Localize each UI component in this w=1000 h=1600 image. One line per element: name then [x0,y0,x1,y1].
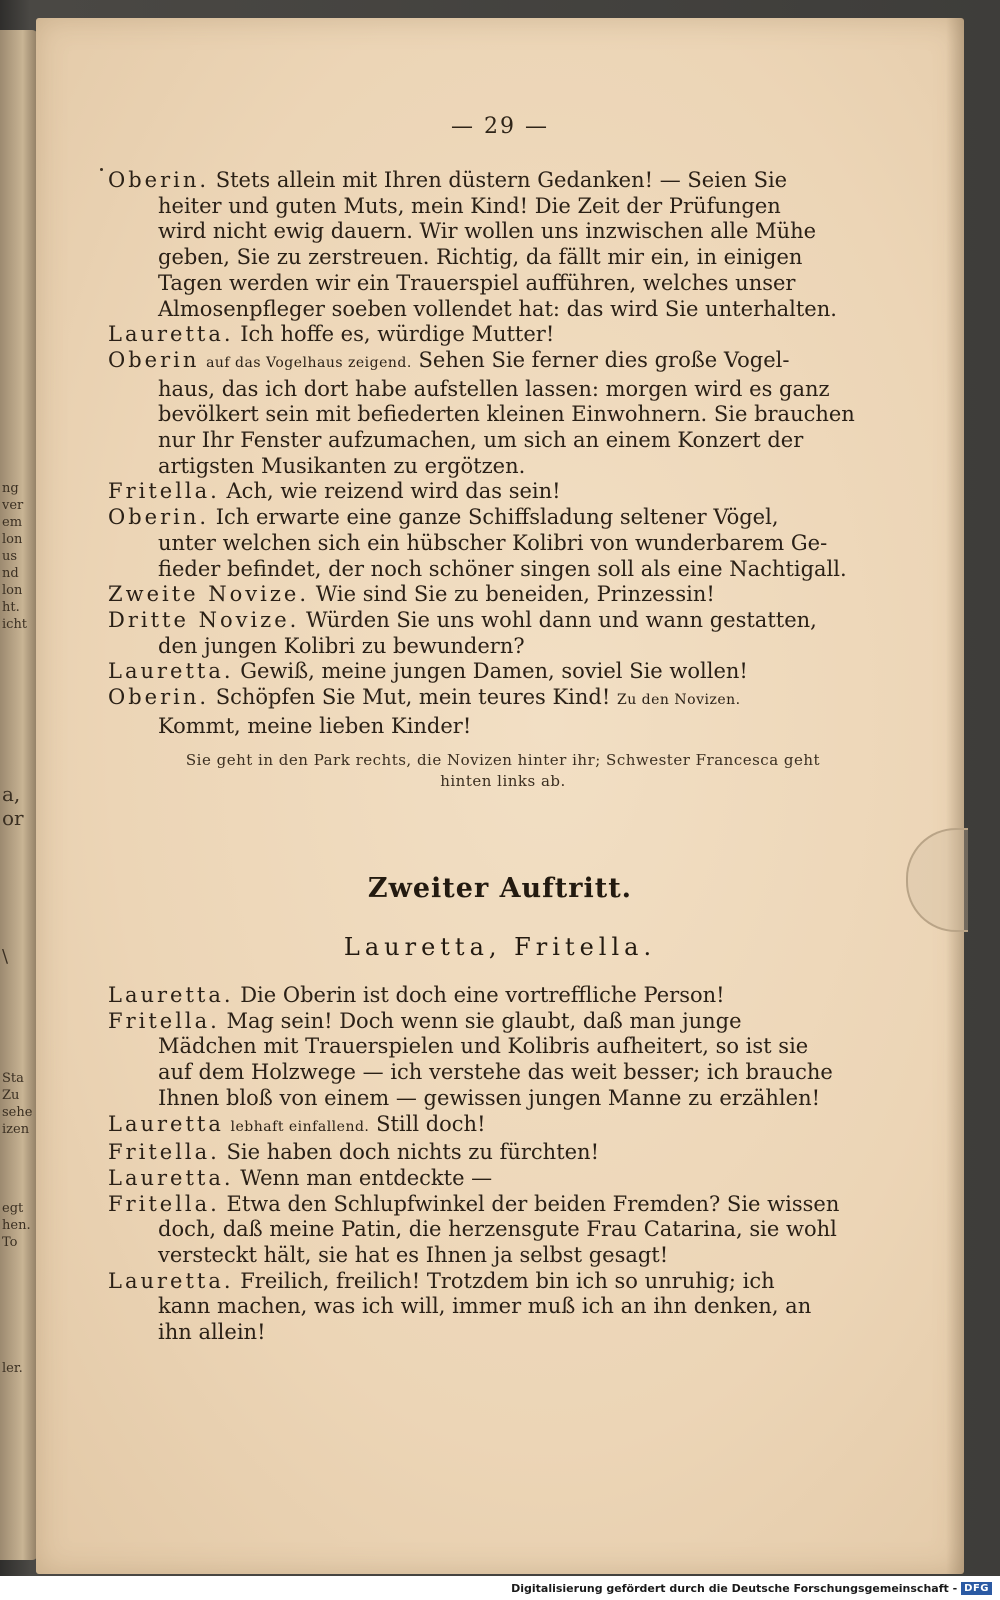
text-line [108,1217,898,1243]
prev-page-fragment: egt hen. To [2,1201,31,1250]
line-text: Mag sein! Doch wenn sie glaubt, daß man junge [226,1008,742,1033]
speaker-name: Lauretta [108,1111,224,1136]
line-text: unter welchen sich ein hübscher Kolibri von wunderbarem Ge- [158,530,828,555]
text-line [108,505,898,531]
line-text: Freilich, freilich! Trotzdem bin ich so unruhig; ich [240,1268,775,1293]
prev-page-fragment: a, or [2,782,24,830]
speaker-name: Oberin. [108,168,210,192]
line-text: Ich hoffe es, würdige Mutter! [240,322,555,347]
text-line [108,1034,898,1060]
text-line [108,1009,898,1035]
line-text: haus, das ich dort habe aufstellen lassen: morgen wird es ganz [158,376,830,401]
text-line [108,219,898,245]
text-line [108,659,898,685]
stage-note: lebhaft einfallend. [230,1118,370,1135]
speaker-name: Fritella. [108,1008,220,1033]
stage-direction-line: Sie geht in den Park rechts, die Novizen hinter ihr; Schwester Francesca geht [185,751,821,769]
text-line [108,297,898,323]
line-text: Ihnen bloß von einem — gewissen jungen Manne zu erzählen! [158,1085,821,1110]
text-line [108,1320,898,1346]
speaker-name: Lauretta. [108,1268,234,1293]
line-text: Sehen Sie ferner dies große Vogel- [418,347,790,372]
footer-credit: Digitalisierung gefördert durch die Deutsche Forschungsgemeinschaft - [511,1581,958,1595]
line-text: ihn allein! [158,1320,266,1345]
speaker-name: Fritella. [108,1140,220,1165]
line-text: geben, Sie zu zerstreuen. Richtig, da fällt mir ein, in einigen [158,245,803,270]
text-line [108,608,898,634]
stage-note: auf das Vogelhaus zeigend. [206,354,412,371]
speaker-name: Oberin. [108,685,210,710]
dfg-logo: DFG [961,1582,992,1595]
line-text: fieder befindet, der noch schöner singen soll als eine Nachtigall. [158,556,847,581]
text-line [108,168,898,194]
line-text: auf dem Holzwege — ich verstehe das weit besser; ich brauche [158,1060,833,1085]
prev-page-fragment: ler. [2,1361,23,1376]
text-line [108,194,898,220]
line-text: Etwa den Schlupfwinkel der beiden Fremden? Sie wissen [226,1191,840,1216]
speaker-name: Dritte Novize. [108,607,300,632]
prev-page-fragment: \ [2,948,9,965]
text-line [108,1086,898,1112]
speaker-name: Lauretta. [108,1165,234,1190]
line-text: heiter und guten Muts, mein Kind! Die Zeit der Prüfungen [158,193,781,218]
speaker-name: Lauretta. [108,322,234,347]
speaker-name: Lauretta. [108,983,234,1007]
line-text: Die Oberin ist doch eine vortreffliche Person! [240,983,725,1007]
prev-page-fragment: Sta Zu sehe izen [2,1071,32,1137]
speaker-name: Fritella. [108,479,220,504]
speaker-name: Oberin. [108,505,210,530]
prev-page-fragment: ng ver em lon us nd lon ht. icht [2,481,28,632]
text-line [108,1192,898,1218]
line-text: Tagen werden wir ein Trauerspiel aufführen, welches unser [158,270,796,295]
line-text: wird nicht ewig dauern. Wir wollen uns inzwischen alle Mühe [158,219,817,244]
dialogue-block-top [108,168,898,739]
text-line [108,1140,898,1166]
line-text: Almosenpfleger soeben vollendet hat: das wird Sie unterhalten. [158,296,837,321]
line-text: Sie haben doch nichts zu fürchten! [226,1140,600,1165]
text-line [108,557,898,583]
text-line [108,348,898,377]
scene-persons: Lauretta, Fritella. [343,933,657,961]
dialogue-block-bottom [108,983,898,1346]
line-text: Still doch! [376,1111,486,1136]
line-text: Gewiß, meine jungen Damen, soviel Sie wollen! [240,659,748,684]
line-text: den jungen Kolibri zu bewundern? [158,633,525,658]
text-line [108,1060,898,1086]
speaker-name: Fritella. [108,1191,220,1216]
line-text: Ach, wie reizend wird das sein! [226,479,561,504]
text-line [108,1166,898,1192]
text-line [108,983,898,1009]
line-text: versteckt hält, sie hat es Ihnen ja selbst gesagt! [158,1243,669,1268]
page-edge-shadow [946,18,964,1574]
line-text: artigsten Musikanten zu ergötzen. [158,453,526,478]
footer-bar [0,1576,1000,1600]
speaker-name: Zweite Novize. [108,582,310,607]
line-text: nur Ihr Fenster aufzumachen, um sich an einem Konzert der [158,428,804,453]
text-line [108,685,898,714]
text-line [108,1243,898,1269]
text-line [108,479,898,505]
stage-direction-line: hinten links ab. [440,772,566,790]
ink-dot [100,168,103,171]
line-text: Wie sind Sie zu beneiden, Prinzessin! [315,582,715,607]
text-line [108,1269,898,1295]
line-text: Kommt, meine lieben Kinder! [158,713,472,738]
text-line [108,454,898,480]
text-line [108,271,898,297]
text-line [108,714,898,740]
text-line [108,634,898,660]
line-text: Mädchen mit Trauerspielen und Kolibris aufheitert, so ist sie [158,1034,809,1059]
line-text: Würden Sie uns wohl dann und wann gestatten, [306,607,817,632]
line-text: Schöpfen Sie Mut, mein teures Kind! [215,685,611,710]
book-page [36,18,964,1574]
speaker-name: Oberin [108,347,200,372]
stage-direction [108,750,898,792]
line-text: doch, daß meine Patin, die herzensgute Frau Catarina, sie wohl [158,1217,837,1242]
text-line [108,1294,898,1320]
line-text: Wenn man entdeckte — [240,1165,493,1190]
line-text: Ich erwarte eine ganze Schiffsladung seltener Vögel, [215,505,779,530]
speaker-name: Lauretta. [108,659,234,684]
text-line [108,377,898,403]
scene-title: Zweiter Auftritt. [367,873,633,904]
text-line [108,322,898,348]
line-text: Stets allein mit Ihren düstern Gedanken! — Seien Sie [215,168,788,192]
page-number: — 29 — [451,114,549,139]
line-text: bevölkert sein mit befiederten kleinen Einwohnern. Sie brauchen [158,402,855,427]
previous-page-edge [0,30,38,1560]
text-line [108,428,898,454]
text-line [108,402,898,428]
text-line [108,582,898,608]
line-text: kann machen, was ich will, immer muß ich an ihn denken, an [158,1294,812,1319]
text-line [108,1112,898,1141]
text-line [108,245,898,271]
stage-note: Zu den Novizen. [616,692,741,709]
text-line [108,531,898,557]
